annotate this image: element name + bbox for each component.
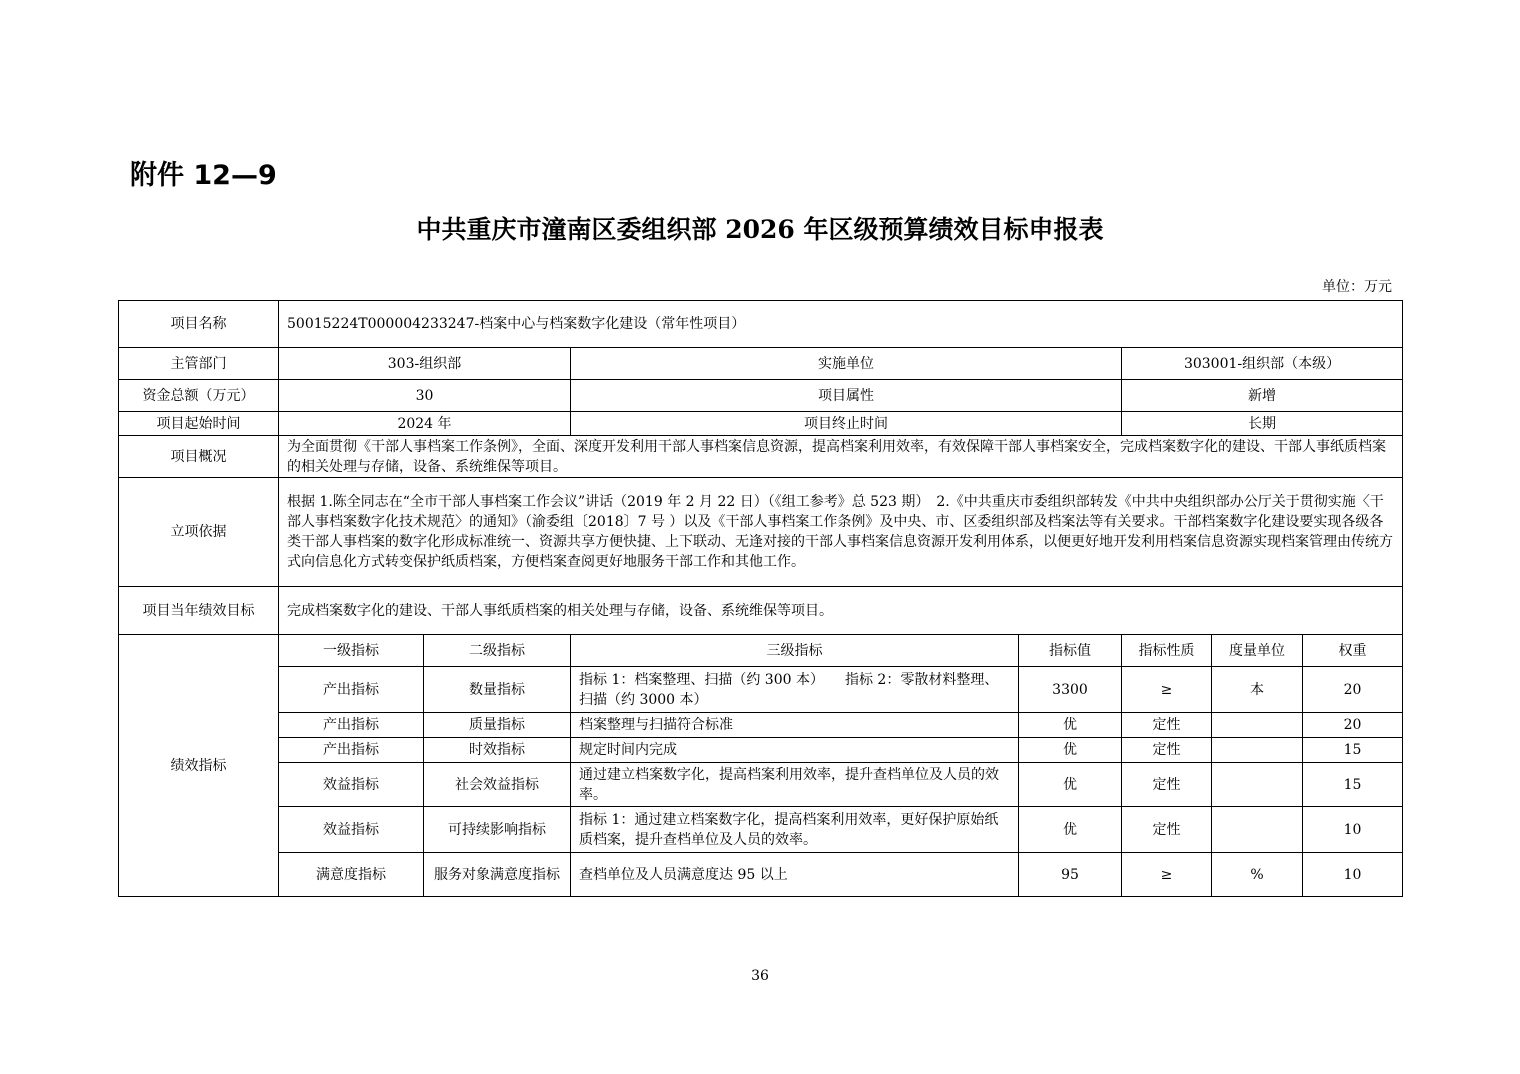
- table-cell: 通过建立档案数字化，提高档案利用效率，提升查档单位及人员的效率。: [571, 763, 1019, 807]
- table-cell: 定性: [1122, 713, 1212, 738]
- funds-label: 资金总额（万元）: [119, 380, 279, 412]
- start-value: 2024 年: [279, 412, 571, 436]
- table-cell: 产出指标: [279, 713, 424, 738]
- page-title: 中共重庆市潼南区委组织部 2026 年区级预算绩效目标申报表: [416, 215, 1104, 244]
- table-row: [119, 635, 1403, 667]
- table-row: [119, 713, 1403, 738]
- table-cell: [1212, 807, 1303, 853]
- table-cell: [1212, 763, 1303, 807]
- table-cell: 优: [1019, 807, 1122, 853]
- project-name-value: 50015224T000004233247-档案中心与档案数字化建设（常年性项目）: [279, 301, 1403, 348]
- table-row: [119, 738, 1403, 763]
- table-cell: 效益指标: [279, 763, 424, 807]
- end-label: 项目终止时间: [571, 412, 1122, 436]
- attr-value: 新增: [1122, 380, 1403, 412]
- table-cell: %: [1212, 853, 1303, 897]
- indicators-label: 绩效指标: [119, 635, 279, 897]
- table-cell: 20: [1303, 713, 1403, 738]
- table-row: [119, 478, 1403, 587]
- table-cell: 档案整理与扫描符合标准: [571, 713, 1019, 738]
- table-cell: 15: [1303, 763, 1403, 807]
- basis-text: 根据 1.陈全同志在“全市干部人事档案工作会议”讲话（2019 年 2 月 22 日）（《组工参考》总 523 期） 2.《中共重庆市委组织部转发《中共中央组织部办公厅关于贯彻实施〈干部人事档案数字化技术规范〉的通知》（渝委组〔2018〕7 号 ）以及《干部人事档案工作条例》及中央、市、区委组织部及档案法等有关要求。干部档案数字化建设要实现各级各类干部人事档案的数字化形成标准统一、资源共享方便快捷、上下联动、无逢对接的干部人事档案信息资源开发利用体系，以便更好地开发利用档案信息资源实现档案管理由传统方式向信息化方式转变保护纸质档案，方便档案查阅更好地服务干部工作和其他工作。: [279, 478, 1403, 587]
- table-cell: 优: [1019, 738, 1122, 763]
- table-cell: 20: [1303, 667, 1403, 713]
- impl-label: 实施单位: [571, 348, 1122, 380]
- table-header-cell: 二级指标: [424, 635, 571, 667]
- table-cell: 质量指标: [424, 713, 571, 738]
- table-cell: 数量指标: [424, 667, 571, 713]
- table-row: [119, 348, 1403, 380]
- budget-table: [118, 300, 1403, 897]
- table-row: [119, 587, 1403, 635]
- table-cell: 时效指标: [424, 738, 571, 763]
- table-cell: 指标 1：档案整理、扫描（约 300 本） 指标 2：零散材料整理、扫描（约 3000 本）: [571, 667, 1019, 713]
- table-cell: 满意度指标: [279, 853, 424, 897]
- overview-text: 为全面贯彻《干部人事档案工作条例》，全面、深度开发利用干部人事档案信息资源，提高档案利用效率，有效保障干部人事档案安全，完成档案数字化的建设、干部人事纸质档案的相关处理与存储，设备、系统维保等项目。: [279, 436, 1403, 478]
- table-cell: 社会效益指标: [424, 763, 571, 807]
- attr-label: 项目属性: [571, 380, 1122, 412]
- table-cell: 15: [1303, 738, 1403, 763]
- goal-label: 项目当年绩效目标: [119, 587, 279, 635]
- table-cell: 效益指标: [279, 807, 424, 853]
- table-cell: 10: [1303, 853, 1403, 897]
- table-row: [119, 301, 1403, 348]
- unit-label: 单位：万元: [1322, 279, 1392, 295]
- table-cell: 10: [1303, 807, 1403, 853]
- table-header-cell: 指标值: [1019, 635, 1122, 667]
- table-row: [119, 380, 1403, 412]
- table-cell: ≥: [1122, 853, 1212, 897]
- page-number: 36: [751, 968, 769, 984]
- table-row: [119, 436, 1403, 478]
- dept-label: 主管部门: [119, 348, 279, 380]
- table-cell: 查档单位及人员满意度达 95 以上: [571, 853, 1019, 897]
- table-cell: [1212, 738, 1303, 763]
- overview-label: 项目概况: [119, 436, 279, 478]
- table-cell: 可持续影响指标: [424, 807, 571, 853]
- dept-value: 303-组织部: [279, 348, 571, 380]
- table-row: [119, 667, 1403, 713]
- impl-value: 303001-组织部（本级）: [1122, 348, 1403, 380]
- table-header-cell: 度量单位: [1212, 635, 1303, 667]
- table-row: [119, 853, 1403, 897]
- table-header-cell: 三级指标: [571, 635, 1019, 667]
- table-cell: [1212, 713, 1303, 738]
- table-cell: 定性: [1122, 807, 1212, 853]
- start-label: 项目起始时间: [119, 412, 279, 436]
- table-row: [119, 807, 1403, 853]
- table-header-cell: 一级指标: [279, 635, 424, 667]
- goal-text: 完成档案数字化的建设、干部人事纸质档案的相关处理与存储，设备、系统维保等项目。: [279, 587, 1403, 635]
- end-value: 长期: [1122, 412, 1403, 436]
- funds-value: 30: [279, 380, 571, 412]
- table-cell: 定性: [1122, 763, 1212, 807]
- table-cell: 优: [1019, 713, 1122, 738]
- table-cell: 服务对象满意度指标: [424, 853, 571, 897]
- table-cell: 产出指标: [279, 667, 424, 713]
- table-header-cell: 指标性质: [1122, 635, 1212, 667]
- table-cell: ≥: [1122, 667, 1212, 713]
- basis-label: 立项依据: [119, 478, 279, 587]
- attachment-label: 附件 12—9: [130, 160, 277, 191]
- table-cell: 规定时间内完成: [571, 738, 1019, 763]
- table-cell: 95: [1019, 853, 1122, 897]
- project-name-label: 项目名称: [119, 301, 279, 348]
- table-cell: 本: [1212, 667, 1303, 713]
- table-cell: 3300: [1019, 667, 1122, 713]
- table-cell: 产出指标: [279, 738, 424, 763]
- table-cell: 定性: [1122, 738, 1212, 763]
- table-header-cell: 权重: [1303, 635, 1403, 667]
- table-row: [119, 412, 1403, 436]
- table-cell: 指标 1：通过建立档案数字化，提高档案利用效率，更好保护原始纸质档案，提升查档单位及人员的效率。: [571, 807, 1019, 853]
- table-cell: 优: [1019, 763, 1122, 807]
- table-row: [119, 763, 1403, 807]
